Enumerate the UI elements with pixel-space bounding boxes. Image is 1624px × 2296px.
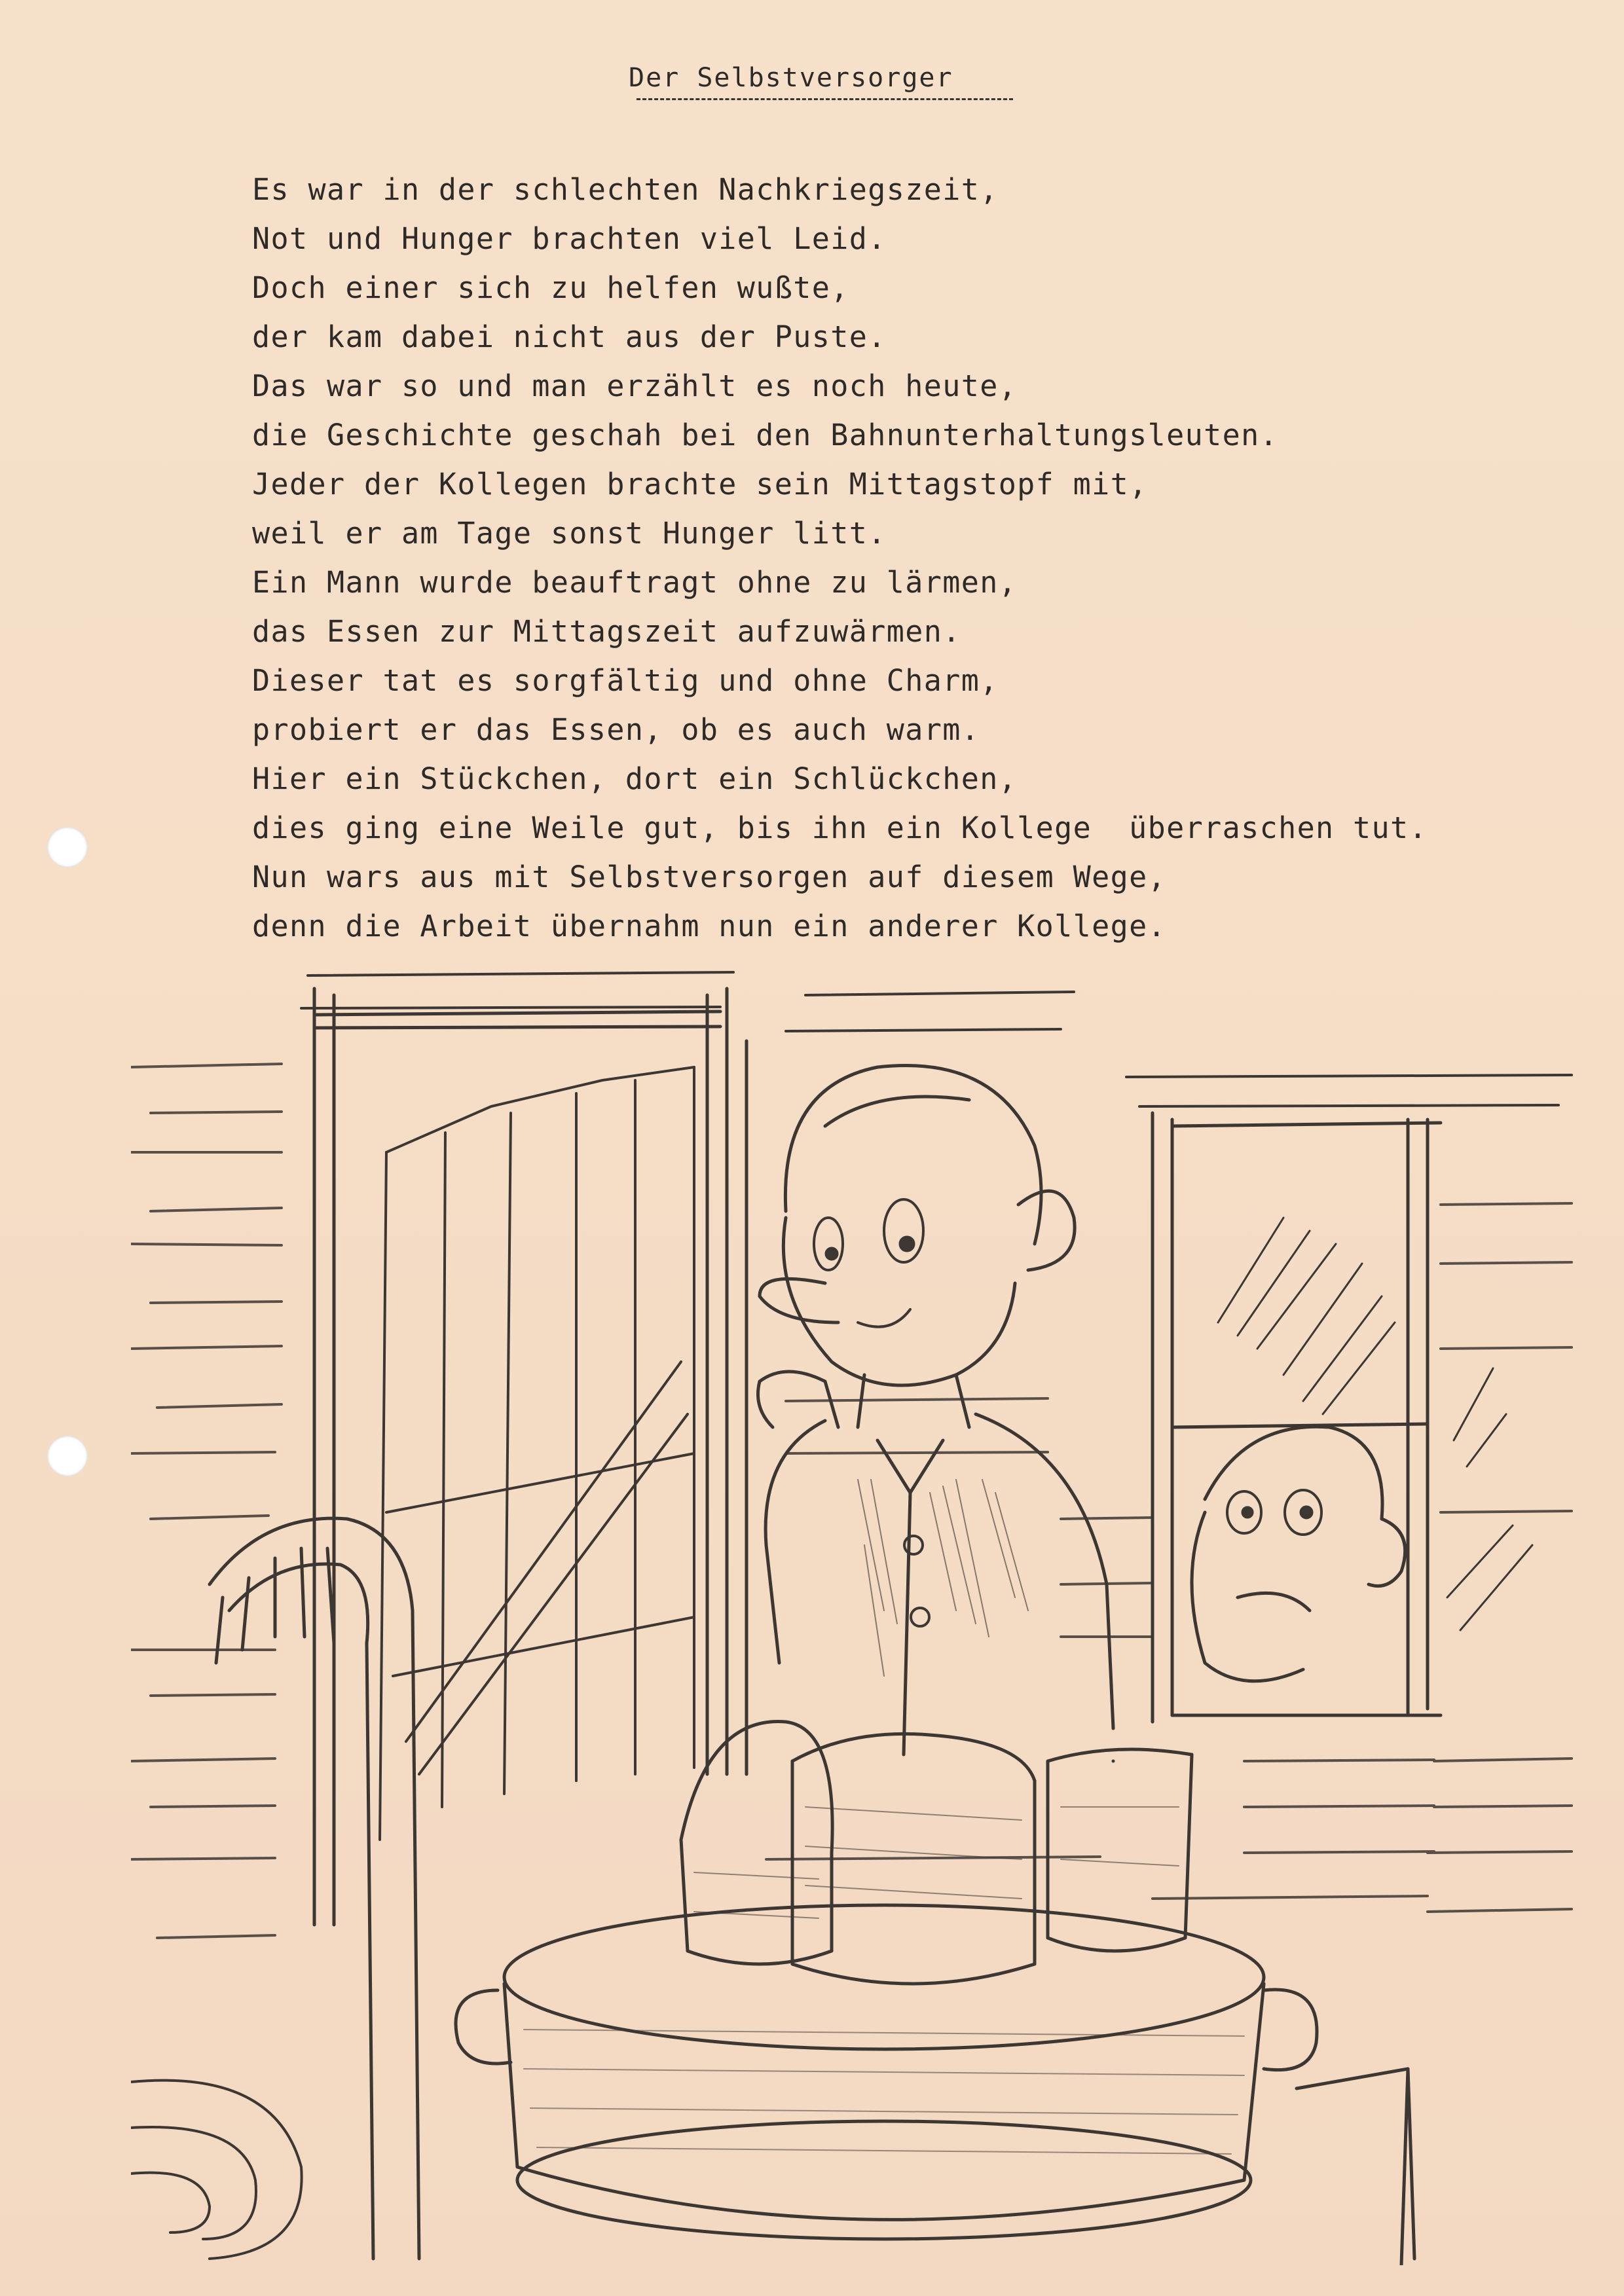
pencil-sketch-illustration <box>131 956 1585 2265</box>
poem-text <box>252 165 1529 951</box>
poem-line: die Geschichte geschah bei den Bahnunterhaltungsleuten. <box>252 418 1279 452</box>
poem-line: Jeder der Kollegen brachte sein Mittagstopf mit, <box>252 467 1148 501</box>
poem-line: Ein Mann wurde beauftragt ohne zu lärmen, <box>252 565 1018 600</box>
poem-line: Nun wars aus mit Selbstversorgen auf diesem Wege, <box>252 860 1167 894</box>
poem-line: denn die Arbeit übernahm nun ein anderer Kollege. <box>252 909 1167 943</box>
poem-line: weil er am Tage sonst Hunger litt. <box>252 516 887 551</box>
poem-line: der kam dabei nicht aus der Puste. <box>252 319 887 354</box>
punch-hole-top <box>47 827 88 867</box>
poem-line: Doch einer sich zu helfen wußte, <box>252 270 849 305</box>
poem-line: Dieser tat es sorgfältig und ohne Charm, <box>252 663 999 698</box>
title-underline <box>637 98 1013 100</box>
page-title: Der Selbstversorger <box>629 63 953 93</box>
poem-line: probiert er das Essen, ob es auch warm. <box>252 712 980 747</box>
poem-line: Hier ein Stückchen, dort ein Schlückchen, <box>252 761 1018 796</box>
punch-hole-bottom <box>47 1436 88 1476</box>
poem-line: Es war in der schlechten Nachkriegszeit, <box>252 172 999 207</box>
poem-line: dies ging eine Weile gut, bis ihn ein Kollege überraschen tut. <box>252 811 1428 845</box>
poem-line: das Essen zur Mittagszeit aufzuwärmen. <box>252 614 961 649</box>
poem-line: Not und Hunger brachten viel Leid. <box>252 221 887 256</box>
poem-line: Das war so und man erzählt es noch heute, <box>252 369 1018 403</box>
